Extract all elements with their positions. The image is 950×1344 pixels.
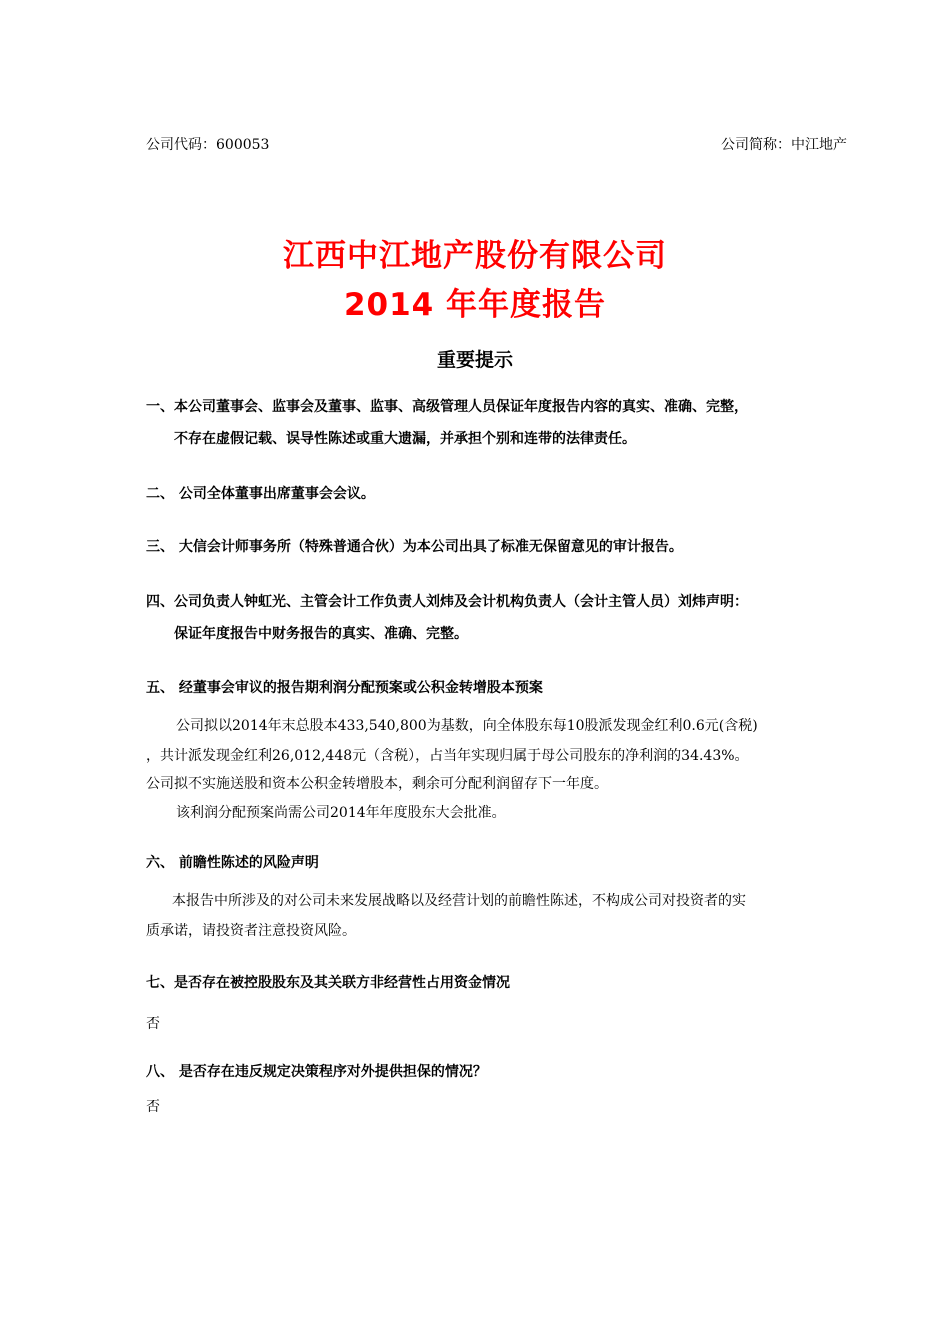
- notice-heading: 重要提示: [436, 349, 513, 371]
- profit-plan-line-2: ，共计派发现金红利26,012,448元（含税），占当年实现归属于母公司股东的净利润的34.43%。: [146, 748, 749, 764]
- profit-plan-line-1: 公司拟以2014年末总股本433,540,800为基数，向全体股东每10股派发现金红利0.6元(含税): [176, 718, 758, 734]
- report-title-year: 2014 年年度报告: [343, 287, 607, 323]
- profit-plan-approval: 该利润分配预案尚需公司2014年年度股东大会批准。: [176, 805, 506, 821]
- notice-item-8-heading: 八、 是否存在违反规定决策程序对外提供担保的情况？: [146, 1064, 487, 1080]
- company-short-name: 公司简称：中江地产: [721, 137, 847, 153]
- company-code: 公司代码：600053: [146, 137, 270, 153]
- notice-item-7-answer: 否: [146, 1016, 160, 1032]
- risk-statement-line-1: 本报告中所涉及的对公司未来发展战略以及经营计划的前瞻性陈述，不构成公司对投资者的实: [172, 893, 746, 909]
- notice-item-6-heading: 六、 前瞻性陈述的风险声明: [146, 855, 319, 871]
- notice-item-1-line-2: 不存在虚假记载、误导性陈述或重大遗漏，并承担个别和连带的法律责任。: [174, 431, 636, 447]
- notice-item-1-line-1: 一、本公司董事会、监事会及董事、监事、高级管理人员保证年度报告内容的真实、准确、完整，: [146, 399, 748, 415]
- report-title-company: 江西中江地产股份有限公司: [283, 238, 667, 274]
- notice-item-4-line-2: 保证年度报告中财务报告的真实、准确、完整。: [174, 626, 468, 642]
- notice-item-4-line-1: 四、公司负责人钟虹光、主管会计工作负责人刘炜及会计机构负责人（会计主管人员）刘炜声明：: [146, 594, 748, 610]
- notice-item-7-heading: 七、是否存在被控股股东及其关联方非经营性占用资金情况: [146, 975, 510, 991]
- profit-plan-line-3: 公司拟不实施送股和资本公积金转增股本，剩余可分配利润留存下一年度。: [146, 776, 608, 792]
- notice-item-3: 三、 大信会计师事务所（特殊普通合伙）为本公司出具了标准无保留意见的审计报告。: [146, 539, 683, 555]
- notice-item-5-heading: 五、 经董事会审议的报告期利润分配预案或公积金转增股本预案: [146, 680, 543, 696]
- risk-statement-line-2: 质承诺，请投资者注意投资风险。: [146, 923, 356, 939]
- notice-item-8-answer: 否: [146, 1099, 160, 1115]
- notice-item-2: 二、 公司全体董事出席董事会会议。: [146, 486, 375, 502]
